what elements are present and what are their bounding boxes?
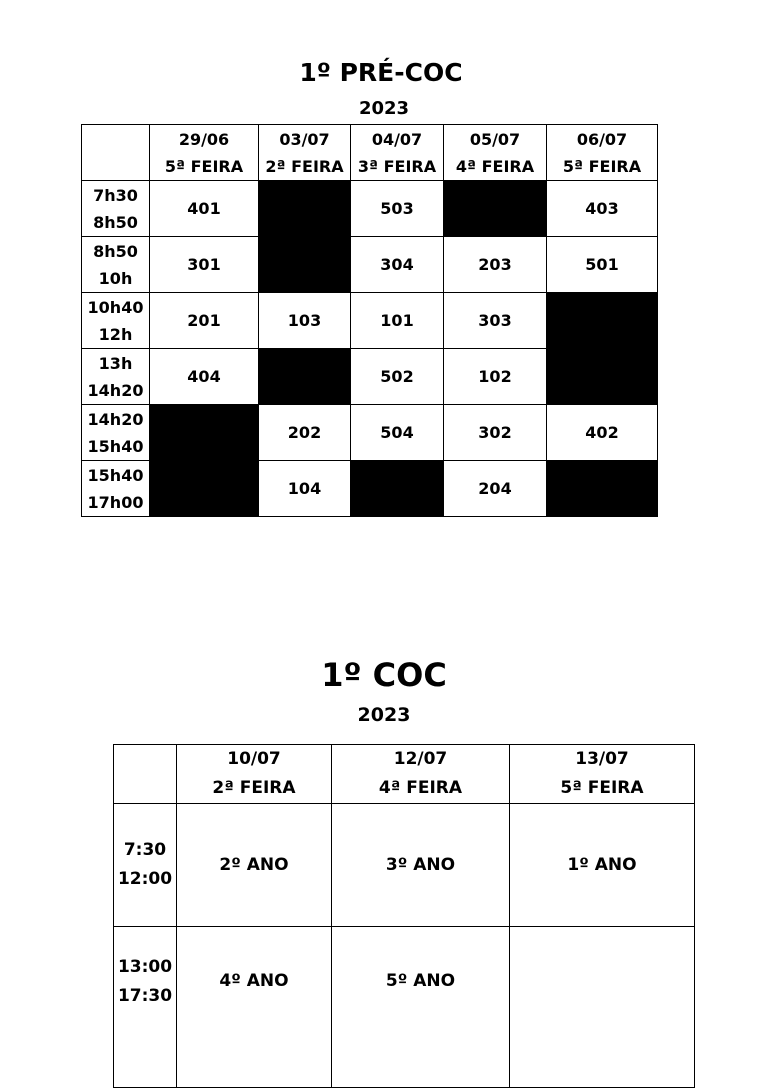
class-cell: 104 [259,461,351,517]
table-row [114,804,695,927]
class-cell: 5º ANO [332,927,510,1088]
time-slot: 8h50 10h [82,237,150,293]
class-cell: 3º ANO [332,804,510,927]
class-cell: 503 [351,181,444,237]
time-slot: 14h20 15h40 [82,405,150,461]
blocked-cell [547,461,658,517]
corner-cell [82,125,150,181]
time-slot: 7h30 8h50 [82,181,150,237]
table-row [82,293,658,349]
time-slot: 7:30 12:00 [114,804,177,927]
schedule2-title: 1º COC [321,656,447,694]
corner-cell [114,745,177,804]
blocked-cell [150,405,259,461]
column-header: 04/07 3ª FEIRA [351,125,444,181]
class-cell: 204 [444,461,547,517]
table-row [82,181,658,237]
schedule1-table [81,124,658,517]
class-cell: 201 [150,293,259,349]
class-cell [510,927,695,1088]
blocked-cell [547,293,658,349]
class-cell: 403 [547,181,658,237]
class-cell: 4º ANO [177,927,332,1088]
class-cell: 301 [150,237,259,293]
class-cell: 102 [444,349,547,405]
column-header: 05/07 4ª FEIRA [444,125,547,181]
class-cell: 401 [150,181,259,237]
time-slot: 13h 14h20 [82,349,150,405]
column-header: 29/06 5ª FEIRA [150,125,259,181]
table-row [114,927,695,1088]
class-cell: 303 [444,293,547,349]
blocked-cell [351,461,444,517]
table-row [82,405,658,461]
schedule1-title: 1º PRÉ-COC [299,58,463,87]
column-header: 12/07 4ª FEIRA [332,745,510,804]
class-cell: 504 [351,405,444,461]
class-cell: 404 [150,349,259,405]
class-cell: 202 [259,405,351,461]
class-cell: 103 [259,293,351,349]
class-cell: 502 [351,349,444,405]
blocked-cell [150,461,259,517]
table-row [82,237,658,293]
column-header: 10/07 2ª FEIRA [177,745,332,804]
table-header-row [114,745,695,804]
column-header: 03/07 2ª FEIRA [259,125,351,181]
schedule1-year: 2023 [358,98,410,119]
class-cell: 203 [444,237,547,293]
class-cell: 1º ANO [510,804,695,927]
table-row [82,349,658,405]
blocked-cell [259,237,351,293]
time-slot: 13:00 17:30 [114,927,177,1088]
schedule2-year: 2023 [357,704,411,726]
time-slot: 15h40 17h00 [82,461,150,517]
table-row [82,461,658,517]
class-cell: 302 [444,405,547,461]
class-cell: 101 [351,293,444,349]
class-cell: 2º ANO [177,804,332,927]
column-header: 13/07 5ª FEIRA [510,745,695,804]
blocked-cell [547,349,658,405]
schedule2-table [113,744,695,1088]
class-cell: 304 [351,237,444,293]
blocked-cell [259,181,351,237]
column-header: 06/07 5ª FEIRA [547,125,658,181]
time-slot: 10h40 12h [82,293,150,349]
table-header-row [82,125,658,181]
blocked-cell [444,181,547,237]
blocked-cell [259,349,351,405]
class-cell: 501 [547,237,658,293]
class-cell: 402 [547,405,658,461]
